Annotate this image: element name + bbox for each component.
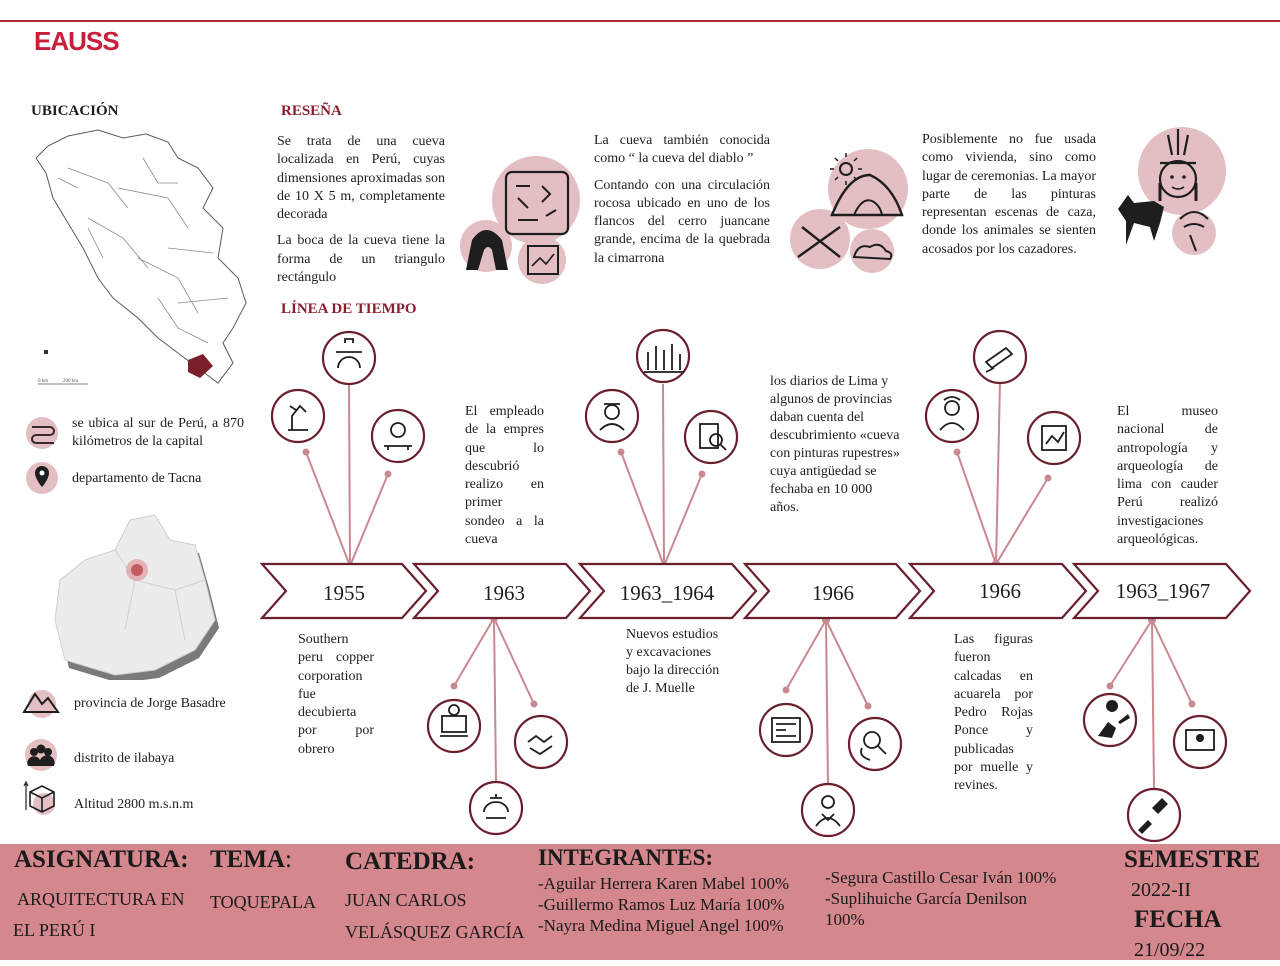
fecha-label: FECHA xyxy=(1134,906,1222,933)
semestre-value: 2022-II xyxy=(1131,879,1191,901)
integrantes-label: INTEGRANTES: xyxy=(538,845,714,870)
tema-label-text: TEMA xyxy=(210,846,285,873)
integrantes-col-1 xyxy=(538,873,789,936)
asignatura-label: ASIGNATURA: xyxy=(14,846,189,873)
resena-col-3-p1: Posiblemente no fue usada como vivienda, sino como lugar de ceremonias. La mayor parte de las pinturas representan escenas de caza, donde los animales se sienten acosados por los cazadores. xyxy=(922,132,1096,257)
timeline-text-1955: Southern peru copper corporation fue decubierta por por obrero xyxy=(298,632,374,757)
catedra-line-1: JUAN CARLOS xyxy=(345,890,467,910)
timeline-text-1963-1967: El museo nacional de antropología y arqueología de lima con cauder Perú realizó investigaciones arqueológicas. xyxy=(1117,404,1218,548)
year-1963-1967: 1963_1967 xyxy=(1115,579,1211,603)
timeline-text-1966-a: los diarios de Lima y algunos de provincias daban cuenta del descubrimiento «cueva con pinturas rupestres» cuya antigüedad se fechaba en 10 000 años. xyxy=(770,374,900,515)
ubicacion-item-1: se ubica al sur de Perú, a 870 kilómetros de la capital xyxy=(72,416,244,449)
integrante-5-pct: 100% xyxy=(825,910,865,929)
tema-colon: : xyxy=(285,846,292,873)
integrante-5: -Suplihuiche García Denilson xyxy=(825,889,1028,908)
ubicacion-item-5: Altitud 2800 m.s.n.m xyxy=(74,797,194,812)
integrante-1: -Aguilar Herrera Karen Mabel 100% xyxy=(538,874,790,893)
tema-value: TOQUEPALA xyxy=(210,892,317,912)
catedra-label: CATEDRA: xyxy=(345,848,476,875)
semestre-label: SEMESTRE xyxy=(1124,846,1261,873)
ubicacion-item-4: distrito de ilabaya xyxy=(74,751,175,766)
integrantes-col-2 xyxy=(825,867,1056,930)
logo: EAUSS xyxy=(34,26,119,56)
ubicacion-item-2: departamento de Tacna xyxy=(72,471,202,486)
ubicacion-item-3: provincia de Jorge Basadre xyxy=(74,696,226,711)
asignatura-line-2: EL PERÚ I xyxy=(13,920,96,940)
catedra-line-2: VELÁSQUEZ GARCÍA xyxy=(345,922,525,942)
timeline-title: LÍNEA DE TIEMPO xyxy=(281,301,417,317)
svg-text:0 km: 0 km xyxy=(38,379,49,384)
integrante-4: -Segura Castillo Cesar Iván 100% xyxy=(825,868,1057,887)
year-1963-1964: 1963_1964 xyxy=(619,581,715,605)
timeline-text-1963-1964: Nuevos estudios y excavaciones bajo la dirección de J. Muelle xyxy=(626,627,720,696)
year-1963: 1963 xyxy=(483,581,525,605)
integrante-3: -Nayra Medina Miguel Angel 100% xyxy=(538,916,784,935)
resena-col-2-p1: La cueva también conocida como “ la cueva del diablo ” xyxy=(594,133,770,167)
timeline-text-1963: El empleado de la empres que lo descubrió realizo en primer sondeo a la cueva xyxy=(465,404,544,548)
fecha-value: 21/09/22 xyxy=(1134,939,1206,961)
year-1966-a: 1966 xyxy=(812,581,854,605)
year-1955: 1955 xyxy=(323,581,365,605)
svg-text:200 km: 200 km xyxy=(63,379,79,384)
resena-col-2-p2: Contando con una circulación rocosa ubicado en uno de los flancos del cerro juancane grande, encima de la quebrada la cimarrona xyxy=(594,177,770,266)
tema-label xyxy=(210,846,292,874)
ubicacion-title: UBICACIÓN xyxy=(31,103,119,119)
resena-title: RESEÑA xyxy=(281,103,342,119)
resena-col-1-p1: Se trata de una cueva localizada en Perú, cuyas dimensiones aproximadas son de 10 X 5 m, completamente decorada xyxy=(277,134,445,223)
year-1966-b: 1966 xyxy=(979,579,1021,603)
timeline-text-1966-b: Las figuras fueron calcadas en acuarela por Pedro Rojas Ponce y publicadas por muelle y revines. xyxy=(954,632,1033,794)
asignatura-line-1: ARQUITECTURA EN xyxy=(17,889,185,909)
resena-col-1-p2: La boca de la cueva tiene la forma de un triangulo rectángulo xyxy=(277,233,445,286)
integrante-2: -Guillermo Ramos Luz María 100% xyxy=(538,895,785,914)
